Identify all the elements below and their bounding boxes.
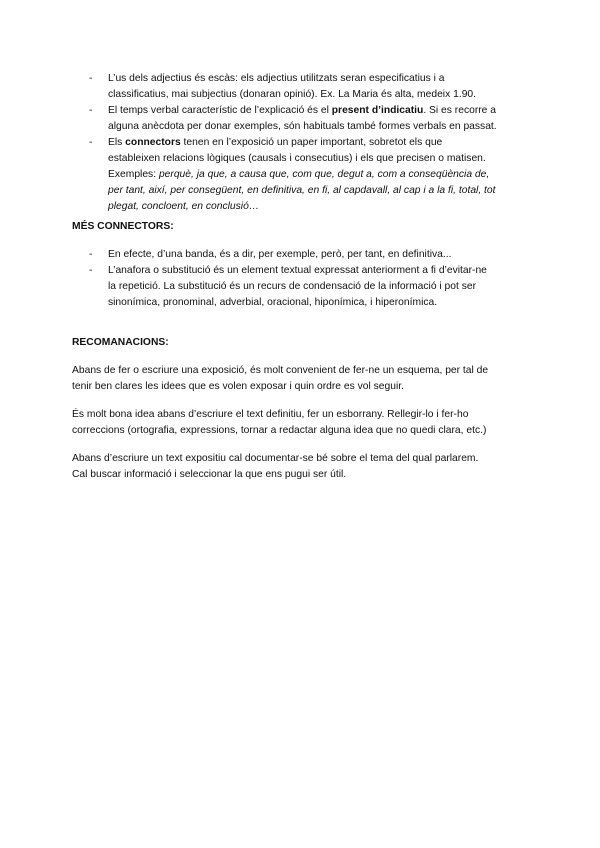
paragraph-line: És molt bona idea abans d’escriure el text definitiu, fer un esborrany. Rellegir-lo i fer-ho (72, 409, 469, 420)
list-item-text: sinonímica, pronominal, adverbial, oracional, hiponímica, i hiperonímica. (108, 297, 438, 308)
list-bullet: - (89, 73, 93, 84)
list-bullet: - (89, 105, 93, 116)
list-item-text: El temps verbal característic de l’explicació és el present d’indicatiu. Si es recorre a (108, 105, 496, 116)
list-item-text: Els connectors tenen en l’exposició un paper important, sobretot els que (108, 137, 443, 148)
bold-term: connectors (125, 137, 181, 148)
list-item-text: L’us dels adjectius és escàs: els adjectius utilitzats seran especificatius i a (108, 73, 445, 84)
list-item-text: la repetició. La substitució és un recurs de condensació de la informació i pot ser (108, 281, 477, 292)
paragraph-line: tenir ben clares les idees que es volen exposar i quin ordre es vol seguir. (72, 381, 404, 392)
italic-examples: perquè, ja que, a causa que, com que, degut a, com a conseqüència de, (158, 169, 490, 180)
list-item-text: L’anafora o substitució és un element textual expressat anteriorment a fi d’evitar-ne (108, 265, 487, 276)
paragraph-line: Abans d’escriure un text expositiu cal documentar-se bé sobre el tema del qual parlarem. (72, 453, 479, 464)
paragraph-line: correccions (ortografia, expressions, tornar a redactar alguna idea que no quedi clara, etc.) (72, 425, 487, 436)
list-item-text: Exemples: perquè, ja que, a causa que, com que, degut a, com a conseqüència de, (108, 169, 490, 180)
paragraph-line: Abans de fer o escriure una exposició, és molt convenient de fer-ne un esquema, per tal de (72, 365, 489, 376)
list-item-text: classificatius, mai subjectius (donaran opinió). Ex. La Maria és alta, medeix 1.90. (108, 89, 477, 100)
list-item-text: per tant, així, per consegüent, en definitiva, en fi, al capdavall, al cap i a la fi, total, tot (108, 185, 496, 196)
list-item-text: En efecte, d’una banda, és a dir, per exemple, però, per tant, en definitiva... (108, 249, 452, 260)
section-heading: MÉS CONNECTORS: (72, 221, 174, 232)
list-bullet: - (89, 137, 93, 148)
list-item-text: estableixen relacions lògiques (causals i consecutius) i els que precisen o matisen. (108, 153, 486, 164)
list-bullet: - (89, 249, 93, 260)
bold-term: present d’indicatiu (331, 105, 424, 116)
list-item-text: plegat, concloent, en conclusió… (108, 201, 260, 212)
list-item-text: alguna anècdota per donar exemples, són habituals també formes verbals en passat. (108, 121, 497, 132)
paragraph-line: Cal buscar informació i seleccionar la que ens pugui ser útil. (72, 469, 347, 480)
section-heading: RECOMANACIONS: (72, 337, 169, 348)
list-bullet: - (89, 265, 93, 276)
